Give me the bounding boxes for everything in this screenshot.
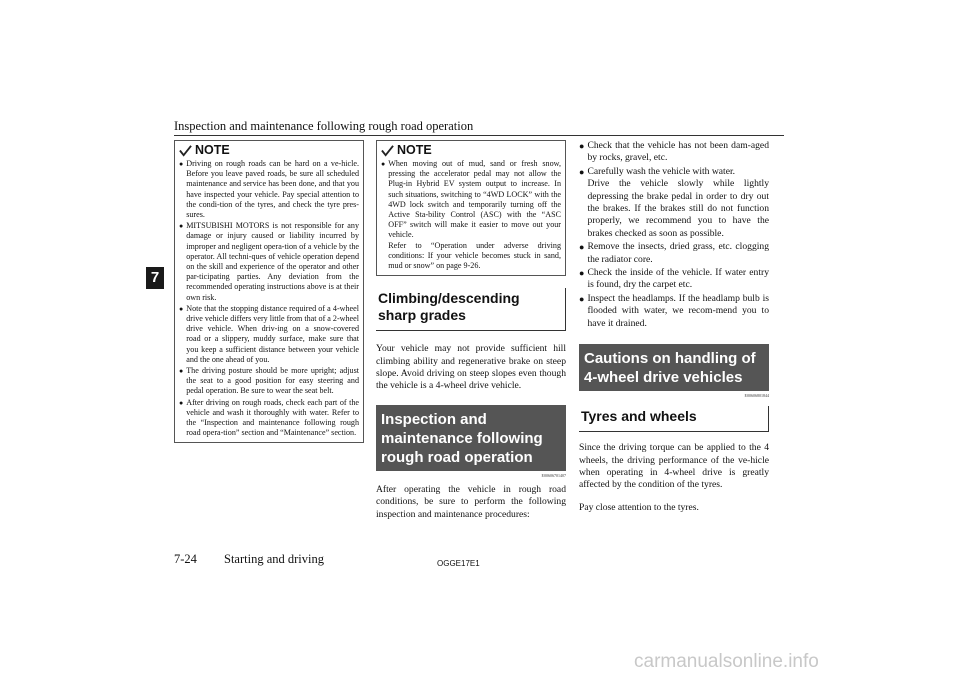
- note-label-1: NOTE: [195, 143, 230, 157]
- bullet-icon: ●: [179, 222, 184, 231]
- inspection-text: After operating the vehicle in rough road conditions, be sure to perform the following inspection and maintenance procedures:: [376, 483, 566, 520]
- checklist-wash-detail: Drive the vehicle slowly while lightly depressing the brake pedal in order to dry out the brakes. If the brakes still do not function properly, we recommend you to have the brakes checked as soon as possible.: [587, 178, 769, 239]
- note2-item-text: [388, 159, 561, 271]
- bullet-icon: ●: [579, 242, 585, 253]
- checklist-item: [579, 293, 769, 330]
- checklist-item-text: Check the inside of the vehicle. If water entry is found, dry the carpet etc.: [587, 267, 769, 291]
- bullet-icon: ●: [381, 160, 386, 168]
- note1-item-text: Driving on rough roads can be hard on a ve-hicle. Before you leave paved roads, be sure all scheduled maintenance and service has been done, and that you have inspected your vehicle. Pay special attention to the condi-tion of the tyres, and check the tyre pres-sures.: [186, 159, 359, 220]
- note1-item: [179, 221, 359, 303]
- note-box-2: [376, 140, 566, 276]
- chapter-tab: 7: [146, 267, 164, 289]
- note-box-1: [174, 140, 364, 443]
- watermark: carmanualsonline.info: [634, 651, 819, 672]
- tyres-text-2: Pay close attention to the tyres.: [579, 501, 699, 513]
- note2-item: [381, 159, 561, 271]
- bullet-icon: ●: [179, 398, 184, 407]
- column-2: [376, 140, 566, 521]
- note-label-2: NOTE: [397, 143, 432, 157]
- footer-page-number: 7-24: [174, 552, 197, 566]
- climbing-heading: Climbing/descending sharp grades: [376, 288, 566, 331]
- bullet-icon: ●: [579, 268, 585, 279]
- note1-item-text: The driving posture should be more upright; adjust the seat to a good position for easy steering and pedal operation. Be sure to wear the seat belt.: [186, 366, 359, 396]
- tyres-heading: Tyres and wheels: [579, 406, 769, 432]
- note-check-icon: [179, 144, 192, 157]
- checklist-item-text: Check that the vehicle has not been dam-aged by rocks, gravel, etc.: [587, 140, 769, 164]
- climbing-text: Your vehicle may not provide sufficient hill climbing ability and regenerative brake on steep slope. Avoid driving on steep slopes even though the vehicle is a 4-wheel drive vehicle.: [376, 343, 566, 392]
- checklist-item: [579, 241, 769, 266]
- note1-item-text: Note that the stopping distance required of a 4-wheel drive vehicle differs very little from that of a 2-wheel drive vehicle. When driv-ing on a snow-covered road or a slippery, muddy surface, make sure that you keep a sufficient distance between your vehicle and the one ahead of you.: [186, 303, 359, 364]
- note1-item-text: After driving on rough roads, check each part of the vehicle and wash it thoroughly with water. Refer to the “Inspection and maintenance following rough road opera-tion” section and “Maintenance” section.: [186, 397, 359, 438]
- note2-text: When moving out of mud, sand or fresh snow, pressing the accelerator pedal may not allow the Plug-in Hybrid EV system output to increase. In such situations, switching to “4WD LOCK” with the 4WD lock switch and temporarily turning off the Active Sta-bility Control (ASC) with the “ASC OFF” switch will make it easier to move out your vehicle.: [388, 159, 561, 240]
- note-header-1: [179, 143, 359, 157]
- checklist-wash-text: Carefully wash the vehicle with water.: [587, 165, 736, 177]
- page-header-title: Inspection and maintenance following rough road operation: [174, 119, 474, 133]
- inspection-code: E00606701407: [541, 472, 566, 478]
- cautions-code: E00606801844: [744, 393, 769, 399]
- note1-item: [179, 366, 359, 397]
- bullet-icon: ●: [179, 160, 184, 168]
- checklist-item: [579, 166, 769, 240]
- footer-section-name: Starting and driving: [224, 552, 324, 566]
- cautions-banner: Cautions on handling of 4-wheel drive vehicles: [579, 344, 769, 391]
- column-3: [579, 140, 769, 514]
- note1-item: [179, 398, 359, 439]
- bullet-icon: ●: [579, 166, 585, 177]
- inspection-banner: Inspection and maintenance following rough road operation: [376, 405, 566, 471]
- note1-item: [179, 159, 359, 220]
- checklist-item-text: Remove the insects, dried grass, etc. clogging the radiator core.: [587, 241, 769, 265]
- note-header-2: [381, 143, 561, 157]
- bullet-icon: ●: [579, 293, 585, 304]
- bullet-icon: ●: [179, 367, 184, 376]
- bullet-icon: ●: [579, 141, 585, 151]
- tyres-text-1: Since the driving torque can be applied to the 4 wheels, the driving performance of the ve-hicle when operating in 4-wheel drive is greatly affected by the condition of the tyres.: [579, 442, 769, 491]
- footer-doc-code: OGGE17E1: [437, 559, 480, 568]
- checklist-item: [579, 267, 769, 292]
- column-1: [174, 140, 364, 443]
- note-check-icon: [381, 144, 394, 157]
- checklist-item: [579, 140, 769, 165]
- bullet-icon: ●: [179, 304, 184, 313]
- checklist-item-text: Inspect the headlamps. If the headlamp bulb is flooded with water, we recom-mend you to have it drained.: [587, 292, 769, 329]
- checklist-item-text: [587, 166, 769, 240]
- header-rule: [174, 135, 784, 136]
- note1-item: [179, 304, 359, 365]
- note1-item-text: MITSUBISHI MOTORS is not responsible for any damage or injury caused or liability incurred by improper and negligent opera-tion of a vehicle by the operator. All techni-ques of vehicle operation depend on the skill and experience of the operator and other par-ticipating parties. Any deviation from the recommended operating instructions above is at their own risk.: [186, 221, 359, 302]
- note2-refer-text: Refer to “Operation under adverse driving conditions: If your vehicle becomes stuck in sand, mud or snow” on page 9-26.: [388, 240, 561, 271]
